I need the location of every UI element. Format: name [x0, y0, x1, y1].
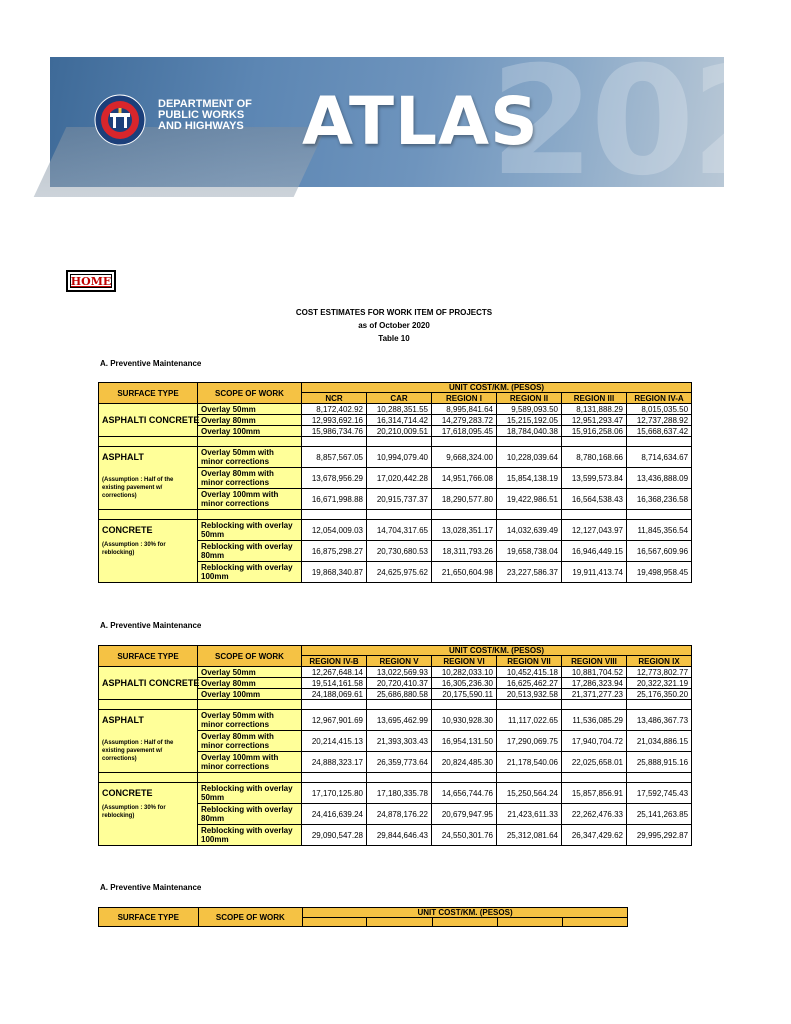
region-header [303, 918, 367, 927]
scope-of-work-cell: Overlay 50mm [198, 404, 302, 415]
unit-cost-cell: 17,592,745.43 [627, 783, 692, 804]
scope-of-work-cell: Reblocking with overlay 100mm [198, 825, 302, 846]
unit-cost-cell: 13,436,888.09 [627, 468, 692, 489]
unit-cost-cell: 8,131,888.29 [562, 404, 627, 415]
unit-cost-cell: 11,117,022.65 [497, 710, 562, 731]
unit-cost-cell: 21,371,277.23 [562, 689, 627, 700]
unit-cost-cell: 21,423,611.33 [497, 804, 562, 825]
scope-of-work-cell: Overlay 50mm [198, 667, 302, 678]
region-header: REGION IV-A [627, 393, 692, 404]
unit-cost-cell: 25,312,081.64 [497, 825, 562, 846]
region-header: REGION IX [627, 656, 692, 667]
scope-of-work-cell: Overlay 80mm [198, 678, 302, 689]
unit-cost-cell: 19,422,986.51 [497, 489, 562, 510]
unit-cost-cell: 15,916,258.06 [562, 426, 627, 437]
unit-cost-cell: 22,025,658.01 [562, 752, 627, 773]
unit-cost-cell: 29,844,646.43 [367, 825, 432, 846]
region-header: REGION VI [432, 656, 497, 667]
unit-cost-cell: 16,625,462.27 [497, 678, 562, 689]
unit-cost-cell: 20,210,009.51 [367, 426, 432, 437]
region-header [367, 918, 432, 927]
unit-cost-cell: 12,951,293.47 [562, 415, 627, 426]
col-header-surface-type: SURFACE TYPE [99, 646, 198, 667]
unit-cost-cell: 10,452,415.18 [497, 667, 562, 678]
unit-cost-cell: 16,671,998.88 [302, 489, 367, 510]
section-heading-2: A. Preventive Maintenance [100, 621, 202, 630]
dpwh-seal-icon [94, 94, 146, 146]
concrete-assumption-note [99, 541, 198, 583]
asphalt-assumption-note [99, 731, 198, 773]
unit-cost-cell: 17,618,095.45 [432, 426, 497, 437]
region-header: REGION II [497, 393, 562, 404]
unit-cost-cell: 20,824,485.30 [432, 752, 497, 773]
region-header: REGION VIII [562, 656, 627, 667]
scope-of-work-cell: Overlay 100mm with minor corrections [198, 489, 302, 510]
unit-cost-cell: 16,567,609.96 [627, 541, 692, 562]
surface-type-asphalti-concrete: ASPHALTI CONCRETE [99, 404, 198, 437]
unit-cost-cell: 20,720,410.37 [367, 678, 432, 689]
col-header-scope-of-work: SCOPE OF WORK [198, 383, 302, 404]
unit-cost-cell: 12,967,901.69 [302, 710, 367, 731]
unit-cost-cell: 13,028,351.17 [432, 520, 497, 541]
unit-cost-cell: 16,954,131.50 [432, 731, 497, 752]
section-heading-3: A. Preventive Maintenance [100, 883, 202, 892]
unit-cost-cell: 17,020,442.28 [367, 468, 432, 489]
unit-cost-cell: 19,911,413.74 [562, 562, 627, 583]
section-heading-1: A. Preventive Maintenance [100, 359, 202, 368]
unit-cost-cell: 15,668,637.42 [627, 426, 692, 437]
surface-type-asphalti-concrete: ASPHALTI CONCRETE [99, 667, 198, 700]
unit-cost-cell: 29,090,547.28 [302, 825, 367, 846]
spacer-row [99, 773, 692, 783]
surface-type-asphalt: ASPHALT [99, 710, 198, 731]
col-header-unit-cost: UNIT COST/KM. (PESOS) [302, 383, 692, 393]
banner-road-photo [34, 127, 327, 197]
unit-cost-cell: 20,175,590.11 [432, 689, 497, 700]
dept-line-3: AND HIGHWAYS [158, 120, 244, 132]
scope-of-work-cell: Reblocking with overlay 50mm [198, 783, 302, 804]
department-name [158, 99, 268, 132]
unit-cost-cell: 19,498,958.45 [627, 562, 692, 583]
unit-cost-cell: 13,022,569.93 [367, 667, 432, 678]
unit-cost-cell: 15,857,856.91 [562, 783, 627, 804]
scope-of-work-cell: Overlay 50mm with minor corrections [198, 710, 302, 731]
unit-cost-cell: 25,176,350.20 [627, 689, 692, 700]
unit-cost-cell: 26,359,773.64 [367, 752, 432, 773]
unit-cost-cell: 11,536,085.29 [562, 710, 627, 731]
table-row [99, 804, 692, 825]
unit-cost-cell: 17,940,704.72 [562, 731, 627, 752]
unit-cost-cell: 8,995,841.64 [432, 404, 497, 415]
dept-line-1: DEPARTMENT OF [158, 98, 252, 110]
cost-table-1 [98, 382, 692, 583]
unit-cost-cell: 14,704,317.65 [367, 520, 432, 541]
concrete-assumption-note [99, 804, 198, 846]
unit-cost-cell: 10,881,704.52 [562, 667, 627, 678]
unit-cost-cell: 17,286,323.94 [562, 678, 627, 689]
unit-cost-cell: 19,868,340.87 [302, 562, 367, 583]
col-header-unit-cost: UNIT COST/KM. (PESOS) [302, 646, 692, 656]
unit-cost-cell: 20,513,932.58 [497, 689, 562, 700]
unit-cost-cell: 9,589,093.50 [497, 404, 562, 415]
scope-of-work-cell: Reblocking with overlay 80mm [198, 804, 302, 825]
table-row [99, 468, 692, 489]
unit-cost-cell: 10,282,033.10 [432, 667, 497, 678]
col-header-surface-type: SURFACE TYPE [99, 908, 199, 927]
unit-cost-cell: 10,288,351.55 [367, 404, 432, 415]
scope-of-work-cell: Reblocking with overlay 100mm [198, 562, 302, 583]
unit-cost-cell: 16,305,236.30 [432, 678, 497, 689]
col-header-surface-type: SURFACE TYPE [99, 383, 198, 404]
unit-cost-cell: 8,172,402.92 [302, 404, 367, 415]
table-row [99, 731, 692, 752]
unit-cost-cell: 14,279,283.72 [432, 415, 497, 426]
region-header: REGION III [562, 393, 627, 404]
unit-cost-cell: 13,678,956.29 [302, 468, 367, 489]
spacer-row [99, 437, 692, 447]
region-header: REGION IV-B [302, 656, 367, 667]
unit-cost-cell: 18,290,577.80 [432, 489, 497, 510]
unit-cost-cell: 23,227,586.37 [497, 562, 562, 583]
region-header: REGION V [367, 656, 432, 667]
unit-cost-cell: 24,416,639.24 [302, 804, 367, 825]
scope-of-work-cell: Overlay 80mm with minor corrections [198, 731, 302, 752]
unit-cost-cell: 19,658,738.04 [497, 541, 562, 562]
col-header-unit-cost: UNIT COST/KM. (PESOS) [303, 908, 628, 918]
unit-cost-cell: 13,599,573.84 [562, 468, 627, 489]
table-row [99, 520, 692, 541]
assumption-note-text: (Assumption : Half of the existing pavement w/ corrections) [102, 740, 174, 763]
table-row [99, 404, 692, 415]
unit-cost-cell: 24,188,069.61 [302, 689, 367, 700]
unit-cost-cell: 17,290,069.75 [497, 731, 562, 752]
surface-type-concrete: CONCRETE [99, 520, 198, 541]
table-row [99, 541, 692, 562]
unit-cost-cell: 20,915,737.37 [367, 489, 432, 510]
unit-cost-cell: 16,314,714.42 [367, 415, 432, 426]
dept-line-2: PUBLIC WORKS [158, 109, 245, 121]
unit-cost-cell: 24,625,975.62 [367, 562, 432, 583]
unit-cost-cell: 14,032,639.49 [497, 520, 562, 541]
spacer-row [99, 700, 692, 710]
region-header [562, 918, 627, 927]
unit-cost-cell: 16,368,236.58 [627, 489, 692, 510]
unit-cost-cell: 17,170,125.80 [302, 783, 367, 804]
unit-cost-cell: 26,347,429.62 [562, 825, 627, 846]
region-header: REGION VII [497, 656, 562, 667]
unit-cost-cell: 8,780,168.66 [562, 447, 627, 468]
unit-cost-cell: 12,737,288.92 [627, 415, 692, 426]
table-row [99, 783, 692, 804]
surface-type-asphalt: ASPHALT [99, 447, 198, 468]
unit-cost-cell: 20,730,680.53 [367, 541, 432, 562]
cost-table-3 [98, 907, 628, 927]
cost-table-2 [98, 645, 692, 846]
spacer-row [99, 510, 692, 520]
unit-cost-cell: 15,215,192.05 [497, 415, 562, 426]
unit-cost-cell: 20,322,321.19 [627, 678, 692, 689]
region-header: REGION I [432, 393, 497, 404]
unit-cost-cell: 8,857,567.05 [302, 447, 367, 468]
unit-cost-cell: 10,930,928.30 [432, 710, 497, 731]
unit-cost-cell: 12,993,692.16 [302, 415, 367, 426]
unit-cost-cell: 17,180,335.78 [367, 783, 432, 804]
scope-of-work-cell: Overlay 50mm with minor corrections [198, 447, 302, 468]
unit-cost-cell: 16,946,449.15 [562, 541, 627, 562]
table-row [99, 667, 692, 678]
asphalt-assumption-note [99, 468, 198, 510]
assumption-note-text: (Assumption : 30% for reblocking) [102, 804, 166, 819]
col-header-scope-of-work: SCOPE OF WORK [198, 908, 303, 927]
unit-cost-cell: 20,214,415.13 [302, 731, 367, 752]
unit-cost-cell: 8,015,035.50 [627, 404, 692, 415]
table-row [99, 710, 692, 731]
banner-year-watermark: 202 [490, 35, 791, 209]
unit-cost-cell: 15,854,138.19 [497, 468, 562, 489]
header-banner [50, 35, 791, 209]
surface-type-concrete: CONCRETE [99, 783, 198, 804]
document-title: COST ESTIMATES FOR WORK ITEM OF PROJECTS [295, 308, 493, 317]
unit-cost-cell: 24,550,301.76 [432, 825, 497, 846]
unit-cost-cell: 25,888,915.16 [627, 752, 692, 773]
unit-cost-cell: 18,311,793.26 [432, 541, 497, 562]
scope-of-work-cell: Overlay 80mm [198, 415, 302, 426]
unit-cost-cell: 14,951,766.08 [432, 468, 497, 489]
unit-cost-cell: 25,686,880.58 [367, 689, 432, 700]
unit-cost-cell: 24,878,176.22 [367, 804, 432, 825]
scope-of-work-cell: Overlay 100mm [198, 426, 302, 437]
region-header: NCR [302, 393, 367, 404]
scope-of-work-cell: Reblocking with overlay 80mm [198, 541, 302, 562]
unit-cost-cell: 21,178,540.06 [497, 752, 562, 773]
table-row [99, 447, 692, 468]
table-number: Table 10 [378, 334, 410, 343]
region-header [432, 918, 497, 927]
home-button[interactable]: HOME [66, 270, 116, 292]
unit-cost-cell: 8,714,634.67 [627, 447, 692, 468]
unit-cost-cell: 21,034,886.15 [627, 731, 692, 752]
unit-cost-cell: 14,656,744.76 [432, 783, 497, 804]
scope-of-work-cell: Overlay 80mm with minor corrections [198, 468, 302, 489]
assumption-note-text: (Assumption : 30% for reblocking) [102, 541, 166, 556]
unit-cost-cell: 12,267,648.14 [302, 667, 367, 678]
atlas-wordmark: ATLAS [302, 83, 539, 160]
unit-cost-cell: 13,486,367.73 [627, 710, 692, 731]
unit-cost-cell: 29,995,292.87 [627, 825, 692, 846]
unit-cost-cell: 12,127,043.97 [562, 520, 627, 541]
unit-cost-cell: 12,054,009.03 [302, 520, 367, 541]
unit-cost-cell: 12,773,802.77 [627, 667, 692, 678]
document-date: as of October 2020 [358, 321, 430, 330]
unit-cost-cell: 15,250,564.24 [497, 783, 562, 804]
unit-cost-cell: 20,679,947.95 [432, 804, 497, 825]
scope-of-work-cell: Reblocking with overlay 50mm [198, 520, 302, 541]
unit-cost-cell: 25,141,263.85 [627, 804, 692, 825]
unit-cost-cell: 10,994,079.40 [367, 447, 432, 468]
scope-of-work-cell: Overlay 100mm [198, 689, 302, 700]
unit-cost-cell: 18,784,040.38 [497, 426, 562, 437]
unit-cost-cell: 11,845,356.54 [627, 520, 692, 541]
col-header-scope-of-work: SCOPE OF WORK [198, 646, 302, 667]
assumption-note-text: (Assumption : Half of the existing pavement w/ corrections) [102, 477, 174, 500]
unit-cost-cell: 10,228,039.64 [497, 447, 562, 468]
unit-cost-cell: 21,393,303.43 [367, 731, 432, 752]
unit-cost-cell: 16,564,538.43 [562, 489, 627, 510]
region-header: CAR [367, 393, 432, 404]
region-header [498, 918, 562, 927]
unit-cost-cell: 24,888,323.17 [302, 752, 367, 773]
unit-cost-cell: 19,514,161.58 [302, 678, 367, 689]
unit-cost-cell: 21,650,604.98 [432, 562, 497, 583]
unit-cost-cell: 13,695,462.99 [367, 710, 432, 731]
unit-cost-cell: 9,668,324.00 [432, 447, 497, 468]
unit-cost-cell: 22,262,476.33 [562, 804, 627, 825]
unit-cost-cell: 15,986,734.76 [302, 426, 367, 437]
unit-cost-cell: 16,875,298.27 [302, 541, 367, 562]
scope-of-work-cell: Overlay 100mm with minor corrections [198, 752, 302, 773]
